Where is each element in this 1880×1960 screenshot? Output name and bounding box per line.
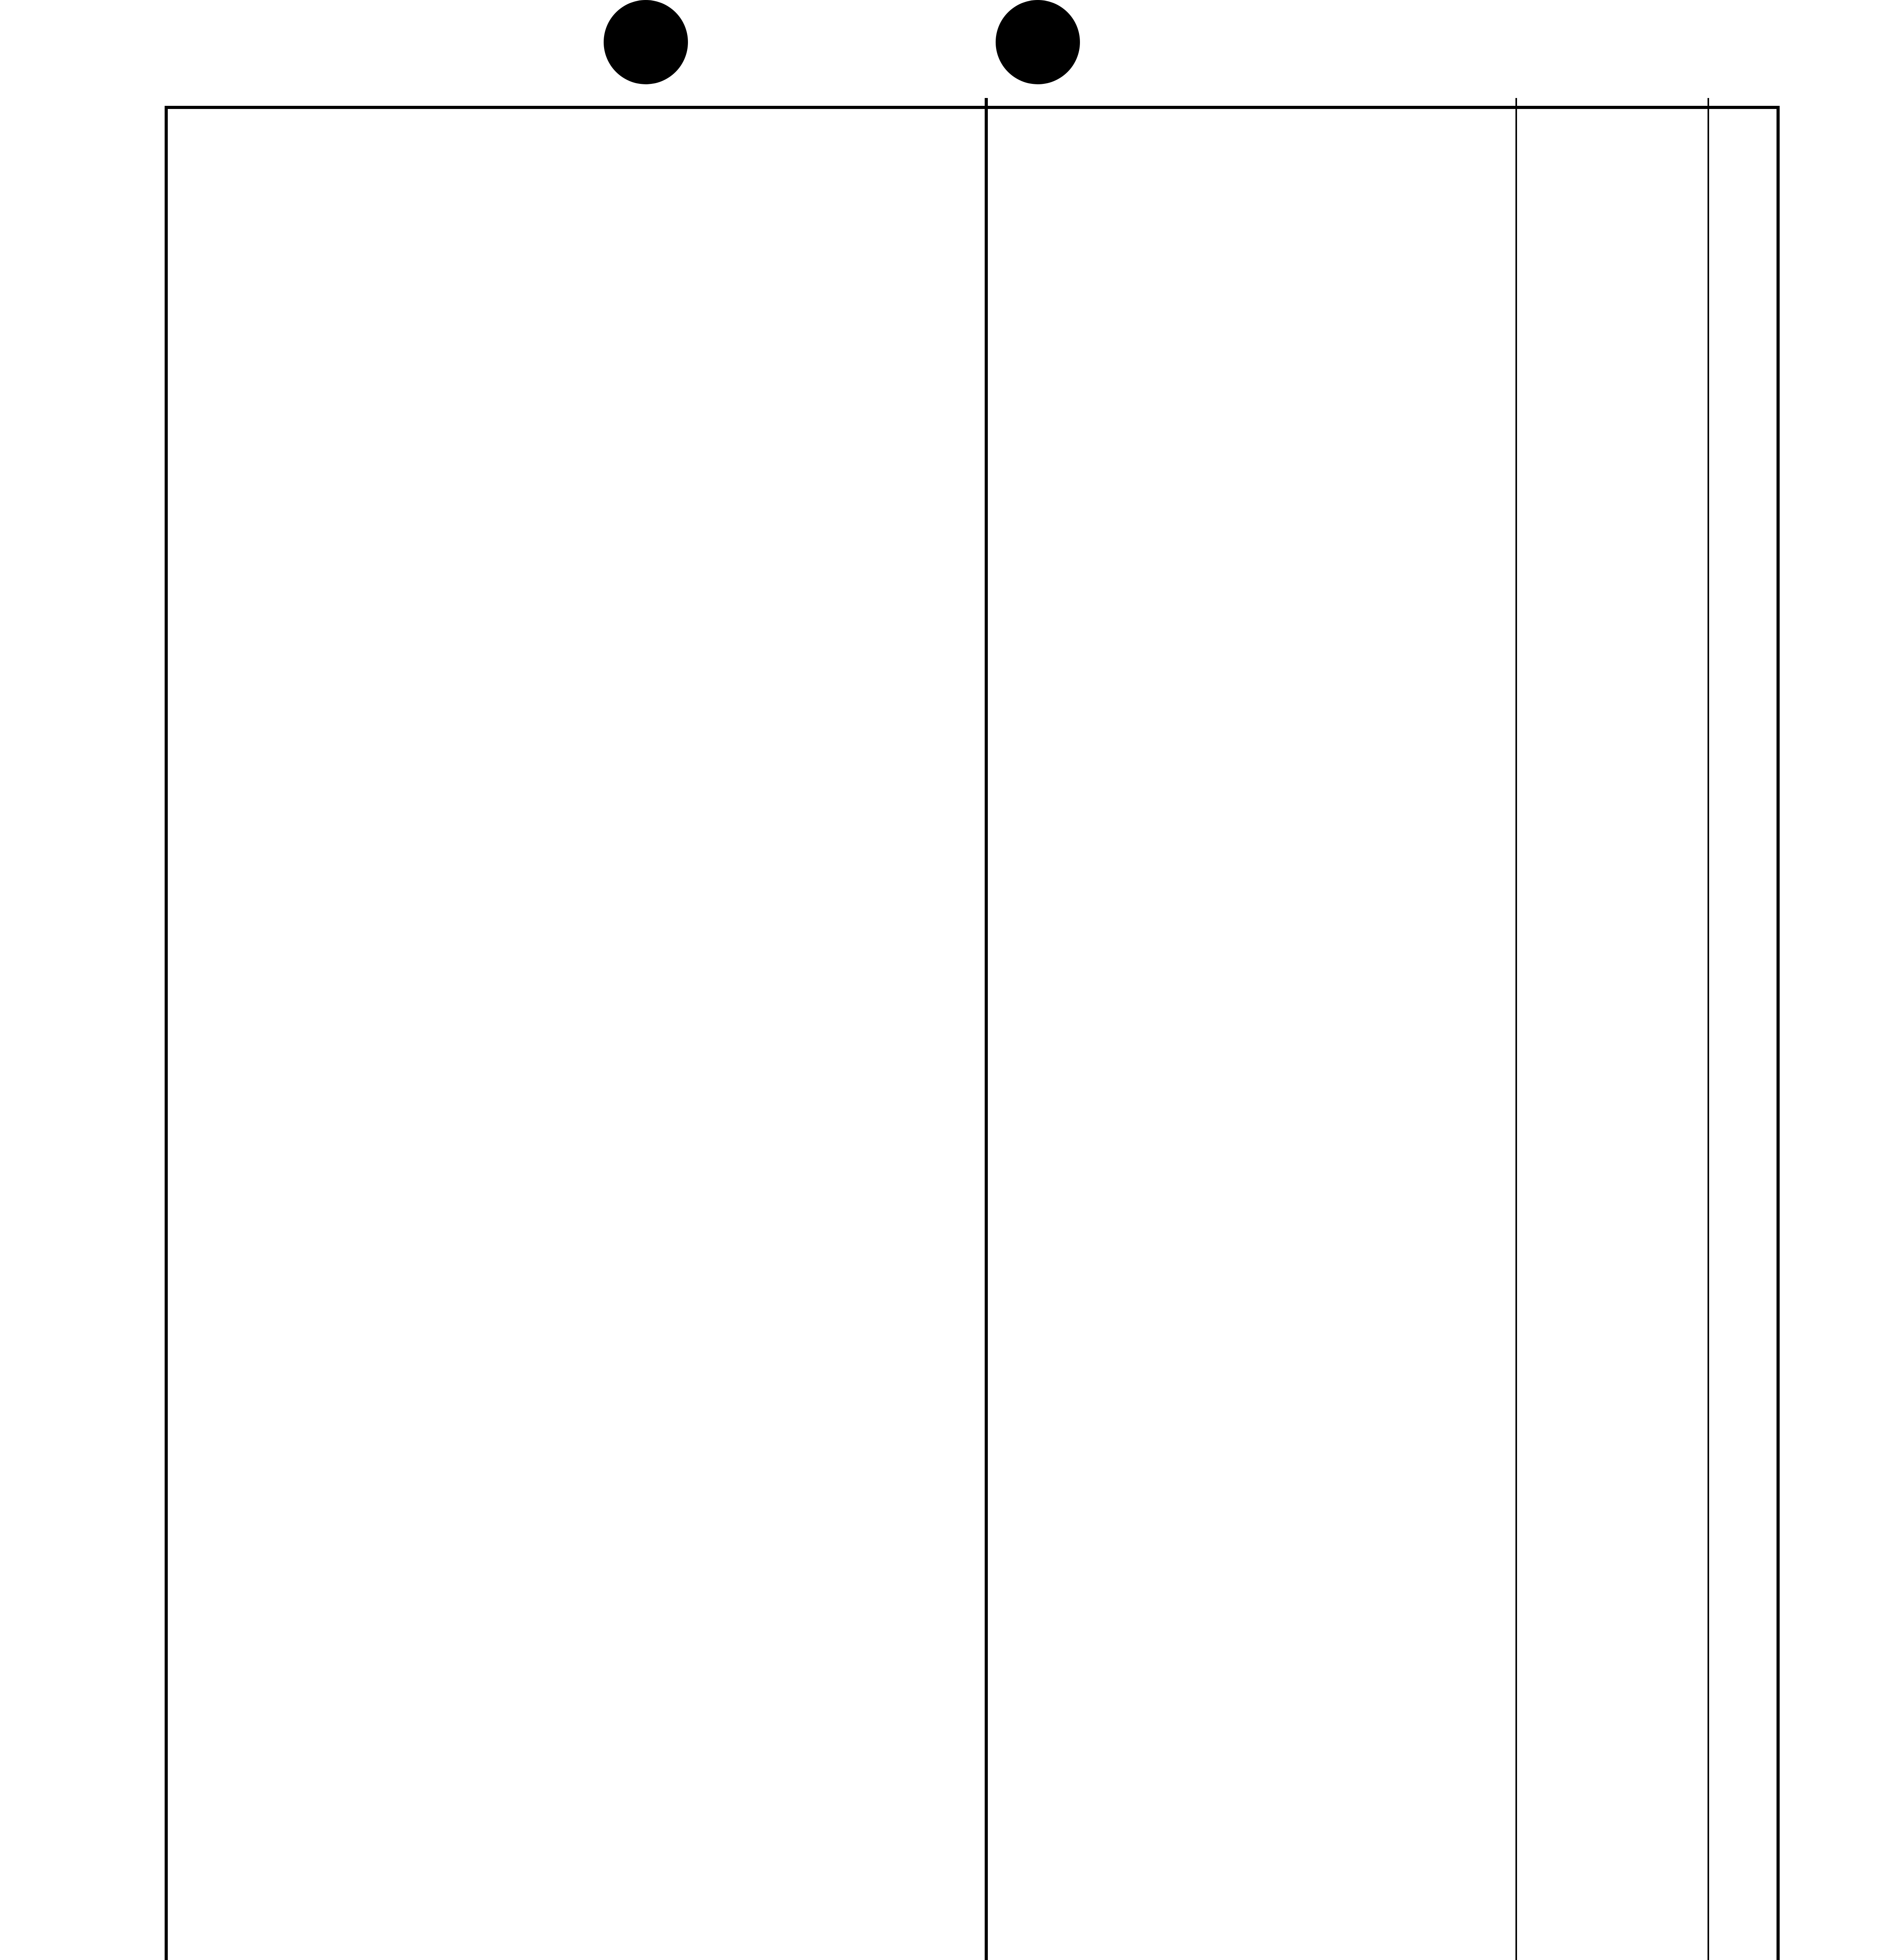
punch-hole-right bbox=[996, 0, 1080, 84]
header-bottom-line bbox=[1515, 98, 1517, 1960]
punch-hole-left bbox=[604, 0, 688, 84]
rotated-sheet bbox=[137, 98, 1752, 1960]
table-bottom-line bbox=[985, 98, 988, 1960]
table-top-line bbox=[1708, 98, 1709, 1960]
